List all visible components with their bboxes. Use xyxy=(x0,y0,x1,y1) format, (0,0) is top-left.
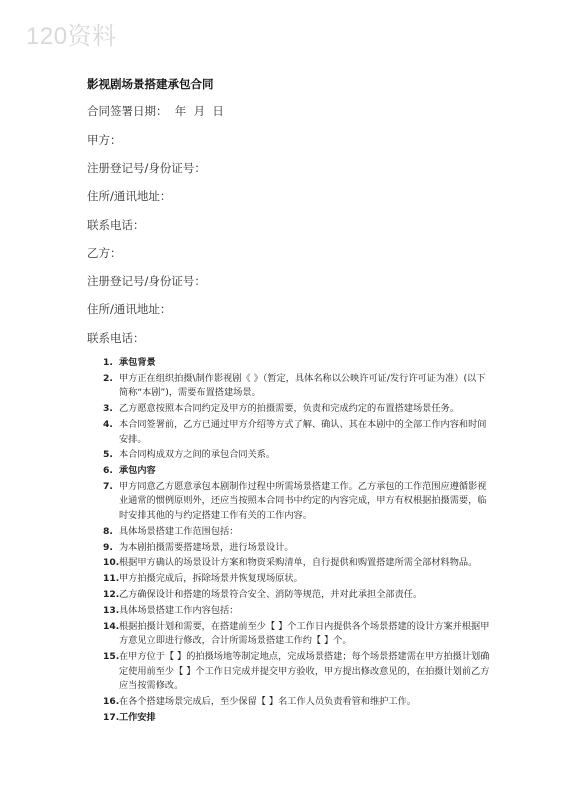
clause-number: 17. xyxy=(103,711,120,723)
party-a-address-field: 住所/通讯地址： xyxy=(87,189,172,203)
clause-item xyxy=(103,541,491,556)
clause-text: 甲方同意乙方愿意承包本剧制作过程中所需场景搭建工作。乙方承包的工作范围应遵循影视业通常的惯例原则外，还应当按照本合同书中约定的内容完成，甲方有权根据拍摄需要，临时安排其他的与约定搭建工作有关的工作内容。 xyxy=(119,480,487,522)
clause-text: 甲方拍摄完成后，拆除场景并恢复现场原状。 xyxy=(119,573,303,585)
clause-text: 乙方愿意按照本合同约定及甲方的拍摄需要，负责和完成约定的布置搭建场景任务。 xyxy=(119,403,459,415)
party-b-label: 乙方： xyxy=(87,246,122,260)
clause-number: 6. xyxy=(103,465,113,477)
clause-number: 11. xyxy=(103,573,120,585)
watermark-logo: 120资料 xyxy=(26,23,117,50)
party-a-phone-field: 联系电话： xyxy=(87,218,145,232)
clause-number: 9. xyxy=(103,541,113,553)
clause-item xyxy=(103,588,491,603)
clause-number: 14. xyxy=(103,620,120,632)
clause-number: 3. xyxy=(103,403,113,415)
clause-list xyxy=(103,356,491,726)
clause-number: 1. xyxy=(103,357,113,368)
clause-number: 4. xyxy=(103,418,113,430)
clause-text: 根据甲方确认的场景设计方案和物资采购清单，自行提供和购置搭建所需全部材料物品。 xyxy=(119,557,478,569)
clause-number: 12. xyxy=(103,588,120,600)
clause-number: 10. xyxy=(103,557,120,569)
clause-item xyxy=(103,572,491,587)
party-b-phone-field: 联系电话： xyxy=(87,331,145,345)
clause-item xyxy=(103,448,491,463)
clause-text: 在甲方位于【 】的拍摄场地等制定地点，完成场景搭建；每个场景搭建需在甲方拍摄计划确定使用前至少【 】个工作日完成并提交甲方验收，甲方提出修改意见的，在拍摄计划前乙方应当按需修改。 xyxy=(119,650,490,692)
clause-number: 15. xyxy=(103,650,120,662)
clause-item xyxy=(103,695,491,710)
document-title: 影视剧场景搭建承包合同 xyxy=(87,77,214,91)
clause-heading: 承包内容 xyxy=(119,465,156,477)
clause-item xyxy=(103,418,491,447)
clause-text: 在各个搭建场景完成后，至少保留【 】名工作人员负责看管和维护工作。 xyxy=(119,695,416,707)
clause-text: 本合同签署前，乙方已通过甲方介绍等方式了解、确认、其在本剧中的全部工作内容和时间安排。 xyxy=(119,418,487,445)
clause-item xyxy=(103,464,491,479)
party-b-address-field: 住所/通讯地址： xyxy=(87,302,172,316)
clause-item xyxy=(103,711,491,726)
clause-item xyxy=(103,620,491,649)
clause-item xyxy=(103,604,491,619)
clause-item xyxy=(103,556,491,571)
clause-item xyxy=(103,402,491,417)
clause-text: 本合同构成双方之间的承包合同关系。 xyxy=(119,449,276,461)
clause-item xyxy=(103,480,491,524)
party-a-label: 甲方： xyxy=(87,133,122,147)
clause-heading: 承包背景 xyxy=(119,357,156,368)
clause-text: 乙方确保设计和搭建的场景符合安全、消防等规范，并对此承担全部责任。 xyxy=(119,588,423,600)
clause-item xyxy=(103,525,491,540)
clause-item xyxy=(103,650,491,694)
clause-text: 为本剧拍摄需要搭建场景，进行场景设计。 xyxy=(119,541,294,553)
clause-text: 甲方正在组织拍摄\制作影视剧《 》（暂定，具体名称以公映许可证/发行许可证为准）(以下简称“本剧”)，需要布置搭建场景。 xyxy=(119,372,486,399)
clause-text: 具体场景搭建工作范围包括： xyxy=(119,525,239,537)
clause-heading: 工作安排 xyxy=(119,711,156,723)
party-a-registration-field: 注册登记号/身份证号： xyxy=(87,161,206,175)
party-b-registration-field: 注册登记号/身份证号： xyxy=(87,274,206,288)
clause-text: 具体场景搭建工作内容包括： xyxy=(119,604,239,616)
clause-item xyxy=(103,372,491,401)
clause-text: 根据拍摄计划和需要，在搭建前至少【 】个工作日内提供各个场景搭建的设计方案并根据甲方意见立即进行修改，合计所需场景搭建工作约【 】个。 xyxy=(119,620,490,647)
clause-number: 8. xyxy=(103,525,113,537)
clause-number: 13. xyxy=(103,604,120,616)
clause-item xyxy=(103,356,491,371)
clause-number: 5. xyxy=(103,449,113,461)
clause-number: 7. xyxy=(103,480,113,492)
signing-date-field: 合同签署日期： 年 月 日 xyxy=(87,104,224,118)
clause-number: 2. xyxy=(103,372,113,384)
clause-number: 16. xyxy=(103,695,120,707)
